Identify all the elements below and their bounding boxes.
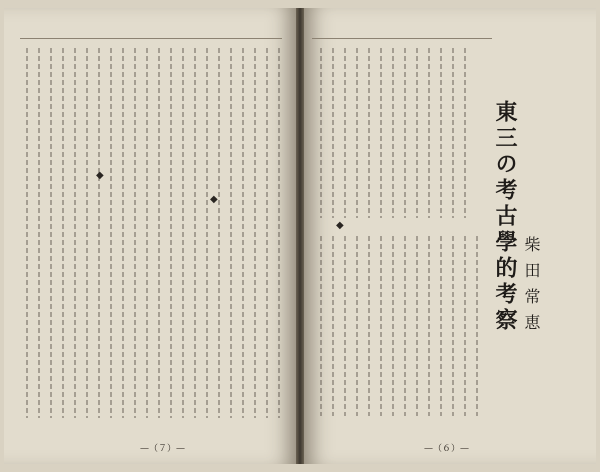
article-title: 東三の考古學的考察 <box>492 100 518 334</box>
article-author: 柴田常恵 <box>522 236 541 340</box>
section-mark: ◆ <box>96 170 104 181</box>
section-mark: ◆ <box>210 194 218 205</box>
right-body-text-lower <box>312 236 492 416</box>
right-header-rule <box>312 38 492 39</box>
section-mark: ◆ <box>336 220 344 231</box>
right-page <box>304 8 596 464</box>
right-body-text-upper <box>312 48 472 218</box>
left-page-number: —（７）— <box>140 444 186 454</box>
left-header-rule <box>20 38 282 39</box>
left-page <box>4 8 296 464</box>
left-body-text <box>20 48 282 418</box>
right-page-number: —（６）— <box>424 444 470 454</box>
book-gutter <box>296 8 304 464</box>
